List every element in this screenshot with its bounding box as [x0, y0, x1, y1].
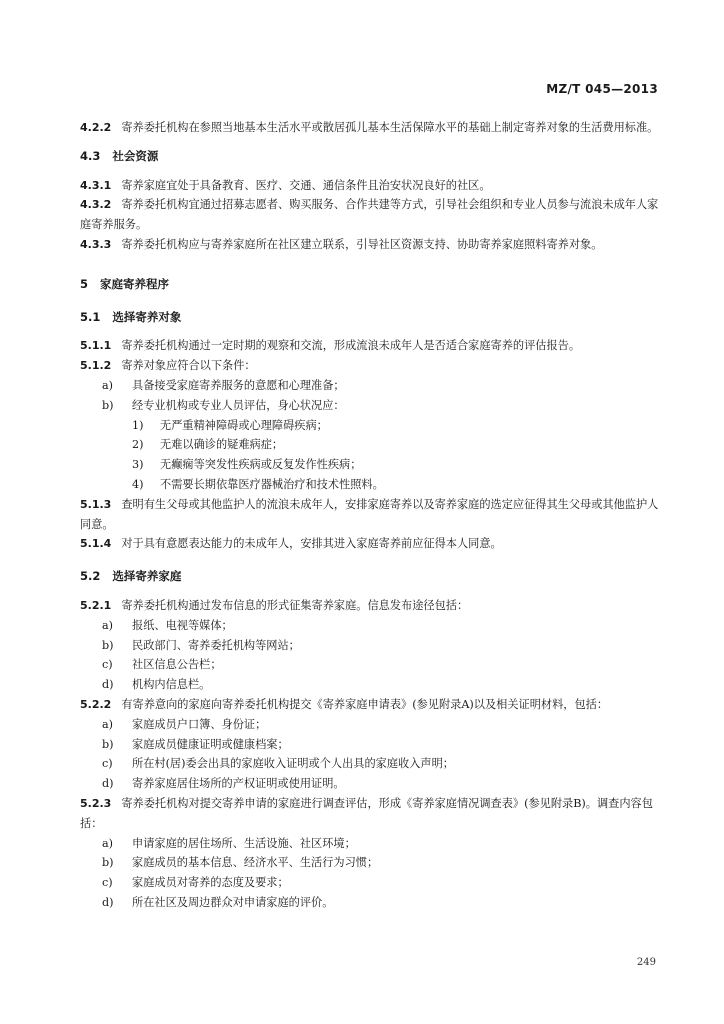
clause-number: 5.2.3 [80, 796, 112, 810]
list-text: 经专业机构或专业人员评估，身心状况应： [132, 398, 345, 412]
clause-number: 5.1.3 [80, 497, 112, 511]
sublist-item [80, 416, 660, 436]
list-item [80, 715, 660, 735]
clause-number: 4.3.1 [80, 178, 112, 192]
heading-5-2 [80, 567, 660, 587]
clause-5-1-2 [80, 356, 660, 376]
clause-text: 有寄养意向的家庭向寄养委托机构提交《寄养家庭申请表》(参见附录A)以及相关证明材料，包括： [121, 697, 609, 711]
list-text: 机构内信息栏。 [132, 678, 211, 692]
list-text: 无严重精神障碍或心理障碍疾病； [160, 418, 328, 432]
list-text: 所在社区及周边群众对申请家庭的评价。 [132, 895, 334, 909]
list-text: 家庭成员的基本信息、经济水平、生活行为习惯； [132, 856, 379, 870]
list-marker: a) [102, 717, 114, 731]
clause-text: 寄养委托机构应与寄养家庭所在社区建立联系，引导社区资源支持、协助寄养家庭照料寄养对象。 [121, 237, 603, 251]
list-item [80, 834, 660, 854]
list-item [80, 675, 660, 695]
list-item [80, 396, 660, 416]
list-marker: 3) [132, 458, 144, 472]
list-text: 无癫痫等突发性疾病或反复发作性疾病； [160, 458, 362, 472]
list-item [80, 655, 660, 675]
clause-4-2-2 [80, 118, 660, 138]
list-text: 具备接受家庭寄养服务的意愿和心理准备； [132, 378, 345, 392]
clause-number: 5.2.2 [80, 697, 112, 711]
heading-number: 5.1 [80, 309, 101, 324]
heading-title: 家庭寄养程序 [100, 276, 170, 291]
list-marker: a) [102, 836, 114, 850]
heading-4-3 [80, 147, 660, 167]
list-text: 申请家庭的居住场所、生活设施、社区环境； [132, 836, 356, 850]
list-item [80, 853, 660, 873]
list-text: 所在村(居)委会出具的家庭收入证明或个人出具的家庭收入声明； [132, 757, 454, 771]
list-item [80, 636, 660, 656]
list-marker: d) [102, 678, 114, 692]
clause-number: 4.3.3 [80, 237, 112, 251]
clause-4-3-1 [80, 176, 660, 196]
clause-5-2-1 [80, 596, 660, 616]
clause-text: 对于具有意愿表达能力的未成年人，安排其进入家庭寄养前应征得本人同意。 [121, 537, 502, 551]
list-marker: c) [102, 658, 113, 672]
list-text: 民政部门、寄养委托机构等网站； [132, 638, 300, 652]
clause-5-1-1 [80, 336, 660, 356]
clause-5-1-4 [80, 534, 660, 554]
list-item [80, 735, 660, 755]
list-text: 寄养家庭居住场所的产权证明或使用证明。 [132, 777, 345, 791]
clause-number: 5.1.1 [80, 339, 112, 353]
list-marker: b) [102, 856, 114, 870]
clause-text: 查明有生父母或其他监护人的流浪未成年人，安排家庭寄养以及寄养家庭的选定应征得其生父母或其他监护人同意。 [80, 497, 659, 531]
clause-number: 4.3.2 [80, 198, 112, 212]
list-marker: a) [102, 378, 114, 392]
clause-4-3-3 [80, 235, 660, 255]
heading-title: 选择寄养家庭 [112, 569, 182, 584]
list-marker: b) [102, 737, 114, 751]
heading-number: 5.2 [80, 569, 101, 584]
list-text: 不需要长期依靠医疗器械治疗和技术性照料。 [160, 477, 384, 491]
list-item [80, 376, 660, 396]
clause-number: 5.2.1 [80, 598, 112, 612]
clause-number: 5.1.4 [80, 537, 112, 551]
heading-title: 社会资源 [112, 148, 159, 163]
clause-5-2-3 [80, 794, 660, 834]
list-marker: 4) [132, 477, 144, 491]
clause-text: 寄养委托机构宜通过招募志愿者、购买服务、合作共建等方式，引导社会组织和专业人员参与流浪未成年人家庭寄养服务。 [80, 198, 659, 232]
list-marker: d) [102, 777, 114, 791]
list-marker: d) [102, 895, 114, 909]
list-marker: a) [102, 618, 114, 632]
document-body [80, 118, 660, 913]
standard-code: MZ/T 045—2013 [546, 82, 658, 96]
list-text: 报纸、电视等媒体； [132, 618, 233, 632]
list-text: 无难以确诊的疑难病症； [160, 438, 284, 452]
clause-text: 寄养家庭宜处于具备教育、医疗、交通、通信条件且治安状况良好的社区。 [121, 178, 491, 192]
heading-5-1 [80, 308, 660, 328]
list-marker: b) [102, 638, 114, 652]
list-marker: 2) [132, 438, 144, 452]
clause-5-1-3 [80, 495, 660, 535]
list-text: 家庭成员户口簿、身份证； [132, 717, 267, 731]
list-marker: b) [102, 398, 114, 412]
list-text: 社区信息公告栏； [132, 658, 222, 672]
clause-text: 寄养委托机构通过发布信息的形式征集寄养家庭。信息发布途径包括： [121, 598, 469, 612]
clause-4-3-2 [80, 195, 660, 235]
list-item [80, 873, 660, 893]
list-marker: c) [102, 876, 113, 890]
heading-5 [80, 275, 660, 295]
list-text: 家庭成员健康证明或健康档案； [132, 737, 289, 751]
clause-text: 寄养对象应符合以下条件： [121, 359, 256, 373]
list-item [80, 754, 660, 774]
sublist-item [80, 475, 660, 495]
clause-text: 寄养委托机构通过一定时期的观察和交流，形成流浪未成年人是否适合家庭寄养的评估报告。 [121, 339, 581, 353]
list-marker: 1) [132, 418, 144, 432]
list-marker: c) [102, 757, 113, 771]
list-item [80, 774, 660, 794]
clause-number: 5.1.2 [80, 359, 112, 373]
heading-number: 5 [80, 276, 89, 291]
list-item [80, 893, 660, 913]
clause-5-2-2 [80, 695, 660, 715]
clause-text: 寄养委托机构对提交寄养申请的家庭进行调查评估，形成《寄养家庭情况调查表》(参见附录B)。调查内容包括： [80, 796, 653, 830]
heading-number: 4.3 [80, 148, 101, 163]
page-number: 249 [636, 957, 656, 968]
list-item [80, 616, 660, 636]
clause-text: 寄养委托机构在参照当地基本生活水平或散居孤儿基本生活保障水平的基础上制定寄养对象的生活费用标准。 [121, 121, 659, 134]
clause-number: 4.2.2 [80, 121, 112, 134]
heading-title: 选择寄养对象 [112, 309, 182, 324]
list-text: 家庭成员对寄养的态度及要求； [132, 876, 289, 890]
sublist-item [80, 435, 660, 455]
sublist-item [80, 455, 660, 475]
